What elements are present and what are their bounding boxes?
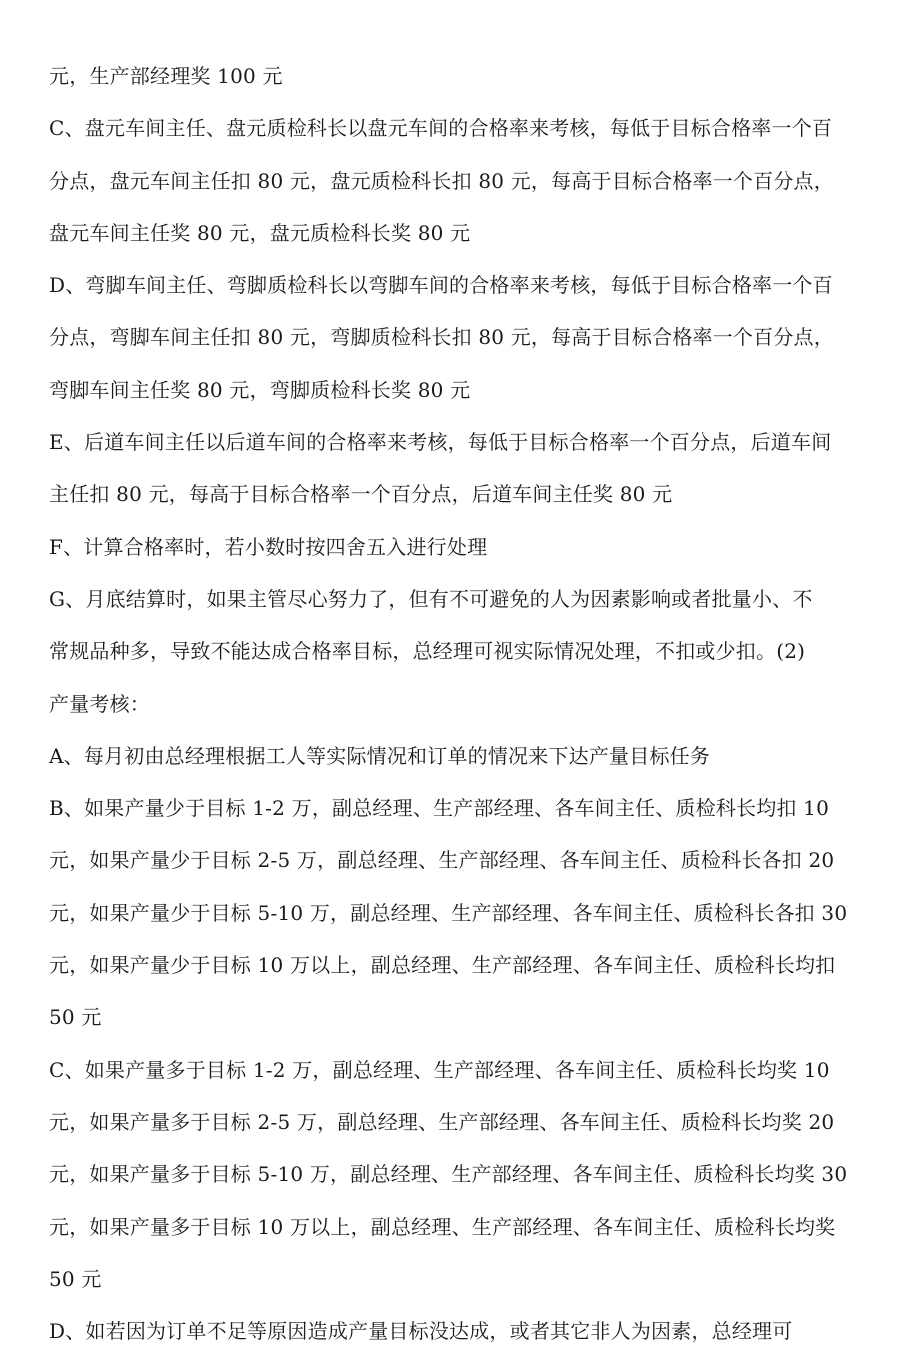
text-line: A、每月初由总经理根据工人等实际情况和订单的情况来下达产量目标任务 xyxy=(49,743,711,768)
text-line: 元，如果产量少于目标 5-10 万，副总经理、生产部经理、各车间主任、质检科长各扣 30 xyxy=(49,900,848,925)
text-line: 元，如果产量少于目标 2-5 万，副总经理、生产部经理、各车间主任、质检科长各扣 20 xyxy=(49,848,835,873)
text-line: 常规品种多，导致不能达成合格率目标，总经理可视实际情况处理，不扣或少扣。(2) xyxy=(49,639,806,664)
text-line: 元，生产部经理奖 100 元 xyxy=(49,64,283,88)
text-line: 50 元 xyxy=(49,1266,102,1291)
text-line: D、如若因为订单不足等原因造成产量目标没达成，或者其它非人为因素，总经理可 xyxy=(49,1319,793,1344)
text-line: 分点，盘元车间主任扣 80 元，盘元质检科长扣 80 元，每高于目标合格率一个百分点， xyxy=(49,168,834,193)
text-line: B、如果产量少于目标 1-2 万，副总经理、生产部经理、各车间主任、质检科长均扣 10 xyxy=(49,796,830,821)
text-line: C、如果产量多于目标 1-2 万，副总经理、生产部经理、各车间主任、质检科长均奖 10 xyxy=(49,1057,830,1082)
text-line: 产量考核： xyxy=(49,691,150,716)
text-line: 元，如果产量多于目标 2-5 万，副总经理、生产部经理、各车间主任、质检科长均奖 20 xyxy=(49,1109,835,1134)
text-line: D、弯脚车间主任、弯脚质检科长以弯脚车间的合格率来考核，每低于目标合格率一个百 xyxy=(49,273,833,298)
text-line: 元，如果产量多于目标 5-10 万，副总经理、生产部经理、各车间主任、质检科长均奖 30 xyxy=(49,1162,848,1187)
text-line: 盘元车间主任奖 80 元，盘元质检科长奖 80 元 xyxy=(49,220,471,245)
text-line: 弯脚车间主任奖 80 元，弯脚质检科长奖 80 元 xyxy=(49,377,471,402)
text-line: 元，如果产量多于目标 10 万以上，副总经理、生产部经理、各车间主任、质检科长均奖 xyxy=(49,1214,836,1239)
text-line: C、盘元车间主任、盘元质检科长以盘元车间的合格率来考核，每低于目标合格率一个百 xyxy=(49,116,833,141)
text-line: 主任扣 80 元，每高于目标合格率一个百分点，后道车间主任奖 80 元 xyxy=(49,482,673,507)
text-line: 50 元 xyxy=(49,1005,102,1030)
text-line: F、计算合格率时，若小数时按四舍五入进行处理 xyxy=(49,534,488,559)
text-line: 分点，弯脚车间主任扣 80 元，弯脚质检科长扣 80 元，每高于目标合格率一个百分点， xyxy=(49,325,834,350)
text-line: 元，如果产量少于目标 10 万以上，副总经理、生产部经理、各车间主任、质检科长均扣 xyxy=(49,953,836,978)
text-line: E、后道车间主任以后道车间的合格率来考核，每低于目标合格率一个百分点，后道车间 xyxy=(49,430,832,455)
text-line: G、月底结算时，如果主管尽心努力了，但有不可避免的人为因素影响或者批量小、不 xyxy=(49,586,813,611)
